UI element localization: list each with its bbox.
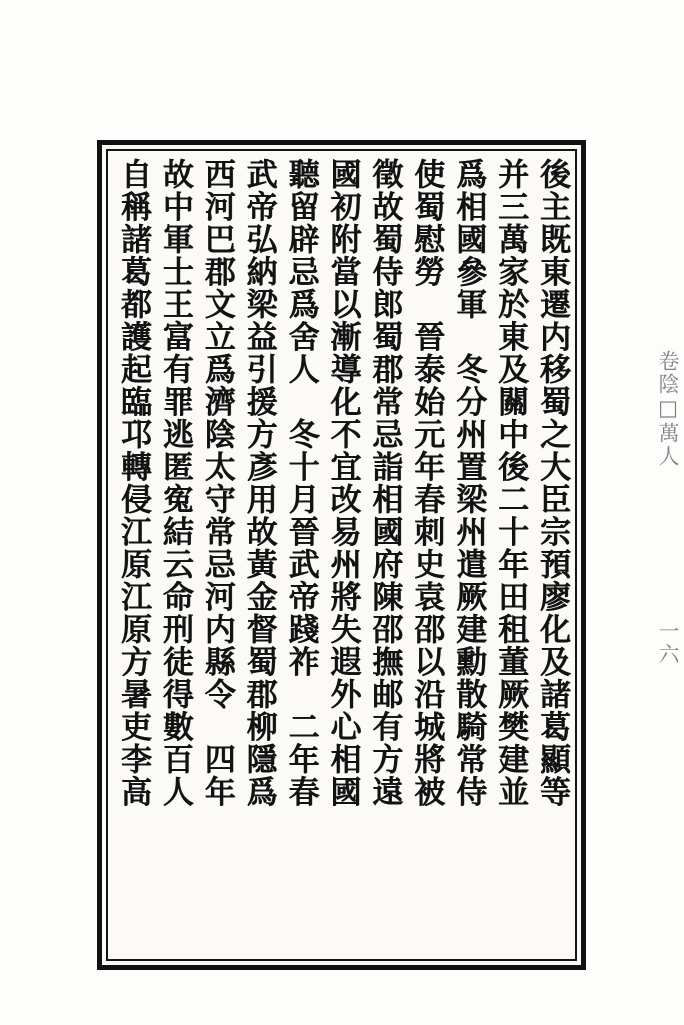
text-column-3: 爲相國參軍 冬分州置梁州遣厥建勳散騎常侍 [450,158,487,808]
page-edge-mark-top: 卷陰□萬人 [656,350,680,468]
text-column-10: 故中軍士王富有罪逃匿寃結云命刑徒得數百人 [156,158,193,808]
page-edge-mark-bottom: 一六 [656,620,680,666]
text-column-4: 使蜀慰勞 晉泰始元年春刺史袁邵以沿城將被 [408,158,445,808]
text-column-11: 自稱諸葛都護起臨邛轉侵江原江原方暑吏李高 [114,158,151,808]
text-column-8: 武帝弘納梁益引援方彥用故黃金督蜀郡柳隱爲 [240,158,277,808]
text-column-2: 并三萬家於東及關中後二十年田租董厥樊建並 [492,158,529,808]
text-column-7: 聽留辟忌爲舍人 冬十月晉武帝踐祚 二年春 [282,158,319,808]
text-column-5: 徵故蜀侍郎蜀郡常忌詣相國府陳邵撫邮有方遠 [366,158,403,808]
text-column-9: 西河巴郡文立爲濟陰太守常忌河内縣令 四年 [198,158,235,808]
text-column-6: 國初附當以漸導化不宜改易州將失遐外心相國 [324,158,361,808]
text-column-1: 後主既東遷内移蜀之大臣宗預廖化及諸葛顯等 [534,158,570,808]
text-column-container [105,150,578,960]
